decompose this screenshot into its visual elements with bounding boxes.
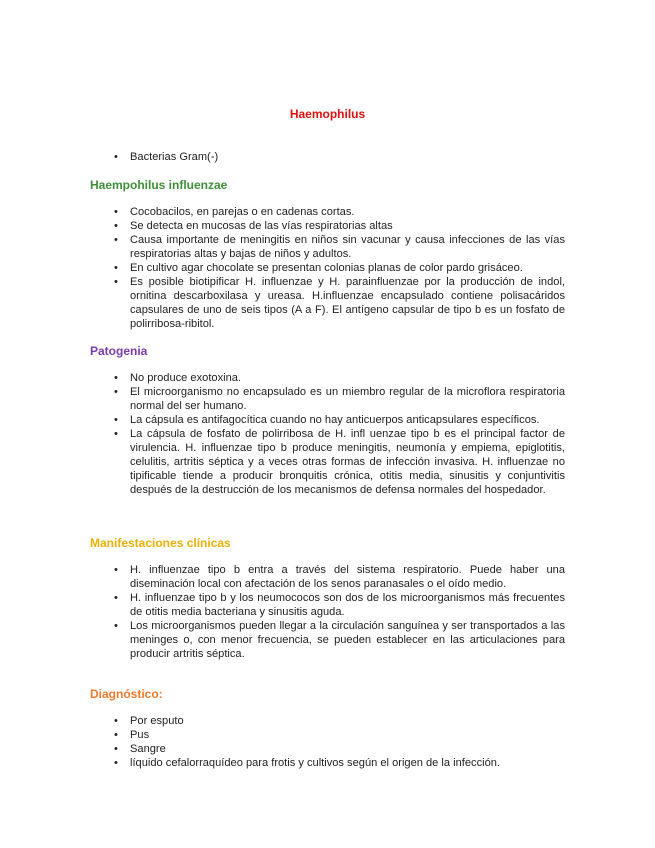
list-item: • H. influenzae tipo b entra a través del sistema respiratorio. Puede haber una diseminación local con afectación de los senos paranasales o el oído medio. [0, 563, 565, 591]
list-item: • Por esputo [0, 714, 565, 728]
list-item: • H. influenzae tipo b y los neumococos son dos de los microorganismos más frecuentes de otitis media bacteriana y sinusitis aguda. [0, 591, 565, 619]
section-heading-patogenia: Patogenia [90, 344, 148, 358]
list-item: • La cápsula de fosfato de polirribosa de H. infl uenzae tipo b es el principal factor de virulencia. H. influenzae tipo b produce meningitis, neumonía y empiema, epiglotitis, celulitis, artritis séptica y a veces otras formas de infección invasiva. H. influenzae no tipificable tiende a producir bronquitis crónica, otitis media, sinusitis y conjuntivitis después de la destrucción de los mecanismos de defensa normales del hospedador. [0, 427, 565, 497]
list-item: • Se detecta en mucosas de las vías respiratorias altas [0, 219, 565, 233]
intro-list [0, 150, 655, 164]
list-item: • La cápsula es antifagocítica cuando no hay anticuerpos anticapsulares específicos. [0, 413, 565, 427]
list-item: • Bacterias Gram(-) [0, 150, 565, 164]
list-item: • El microorganismo no encapsulado es un miembro regular de la microflora respiratoria normal del ser humano. [0, 385, 565, 413]
list-item: • Es posible biotipificar H. influenzae y H. parainfluenzae por la producción de indol, ornitina descarboxilasa y ureasa. H.influenzae encapsulado contiene polisacáridos capsulares de uno de seis tipos (A a F). El antígeno capsular de tipo b es un fosfato de polirribosa-ribitol. [0, 275, 565, 331]
section-heading-diagnostico: Diagnóstico: [90, 687, 163, 701]
list-item: • En cultivo agar chocolate se presentan colonias planas de color pardo grisáceo. [0, 261, 565, 275]
list-item: • Causa importante de meningitis en niños sin vacunar y causa infecciones de las vías respiratorias altas y bajas de niños y adultos. [0, 233, 565, 261]
list-item: • Cocobacilos, en parejas o en cadenas cortas. [0, 205, 565, 219]
section-heading-influenzae: Haempohilus influenzae [90, 178, 228, 192]
manifestaciones-list [0, 563, 655, 661]
list-item: • No produce exotoxina. [0, 371, 565, 385]
document-title: Haemophilus [289, 107, 366, 121]
list-item: • líquido cefalorraquídeo para frotis y cultivos según el origen de la infección. [0, 756, 565, 770]
diagnostico-list [0, 714, 655, 770]
list-item: • Sangre [0, 742, 565, 756]
list-item: • Pus [0, 728, 565, 742]
list-item: • Los microorganismos pueden llegar a la circulación sanguínea y ser transportados a las meninges o, con menor frecuencia, se pueden establecer en las articulaciones para producir artritis séptica. [0, 619, 565, 661]
patogenia-list [0, 371, 655, 497]
section-heading-manifestaciones: Manifestaciones clínicas [90, 536, 231, 550]
influenzae-list [0, 205, 655, 331]
